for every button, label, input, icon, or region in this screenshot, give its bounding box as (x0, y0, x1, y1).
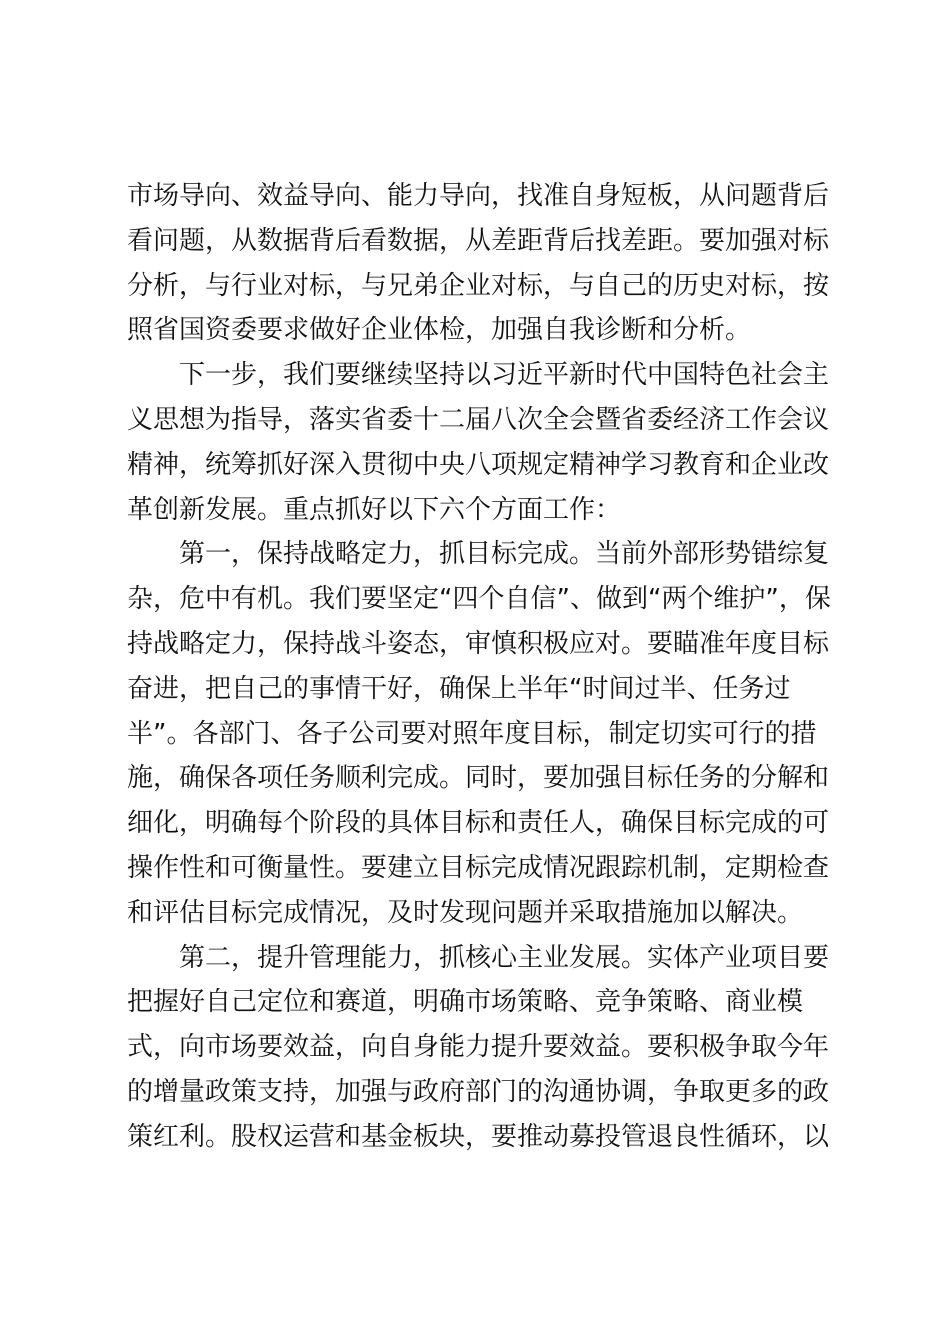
text-line: 和评估目标完成情况，及时发现问题并采取措施加以解决。 (127, 897, 804, 928)
text-line: 分析，与行业对标，与兄弟企业对标，与自己的历史对标，按 (127, 270, 830, 301)
text-line: 细化，明确每个阶段的具体目标和责任人，确保目标完成的可 (127, 808, 830, 839)
text-line: 照省国资委要求做好企业体检，加强自我诊断和分析。 (127, 315, 752, 346)
text-line: 持战略定力，保持战斗姿态，审慎积极应对。要瞄准年度目标 (127, 628, 830, 659)
text-line: 义思想为指导，落实省委十二届八次全会暨省委经济工作会议 (127, 404, 830, 435)
text-line: 操作性和可衡量性。要建立目标完成情况跟踪机制，定期检查 (127, 852, 830, 883)
text-line: 半”。各部门、各子公司要对照年度目标，制定切实可行的措 (127, 718, 817, 749)
text-line: 市场导向、效益导向、能力导向，找准自身短板，从问题背后 (127, 181, 830, 211)
text-line: 精神，统筹抓好深入贯彻中央八项规定精神学习教育和企业改 (127, 449, 830, 480)
text-line: 看问题，从数据背后看数据，从差距背后找差距。要加强对标 (127, 225, 830, 256)
text-line: 的增量政策支持，加强与政府部门的沟通协调，争取更多的政 (127, 1076, 830, 1107)
text-line: 施，确保各项任务顺利完成。同时，要加强目标任务的分解和 (127, 763, 830, 794)
paragraph-start-line: 下一步，我们要继续坚持以习近平新时代中国特色社会主 (179, 360, 830, 391)
text-line: 奋进，把自己的事情干好，确保上半年“时间过半、任务过 (127, 673, 791, 704)
paragraph-start-line: 第一，保持战略定力，抓目标完成。当前外部形势错综复 (179, 539, 830, 570)
text-line: 式，向市场要效益，向自身能力提升要效益。要积极争取今年 (127, 1032, 830, 1063)
text-line: 杂，危中有机。我们要坚定“四个自信”、做到“两个维护”，保 (127, 584, 831, 615)
text-line: 把握好自己定位和赛道，明确市场策略、竞争策略、商业模 (127, 987, 804, 1018)
text-line: 革创新发展。重点抓好以下六个方面工作： (127, 494, 622, 525)
text-line: 策红利。股权运营和基金板块，要推动募投管退良性循环，以 (127, 1121, 830, 1152)
paragraph-start-line: 第二，提升管理能力，抓核心主业发展。实体产业项目要 (179, 942, 830, 973)
body-text (127, 174, 831, 1160)
